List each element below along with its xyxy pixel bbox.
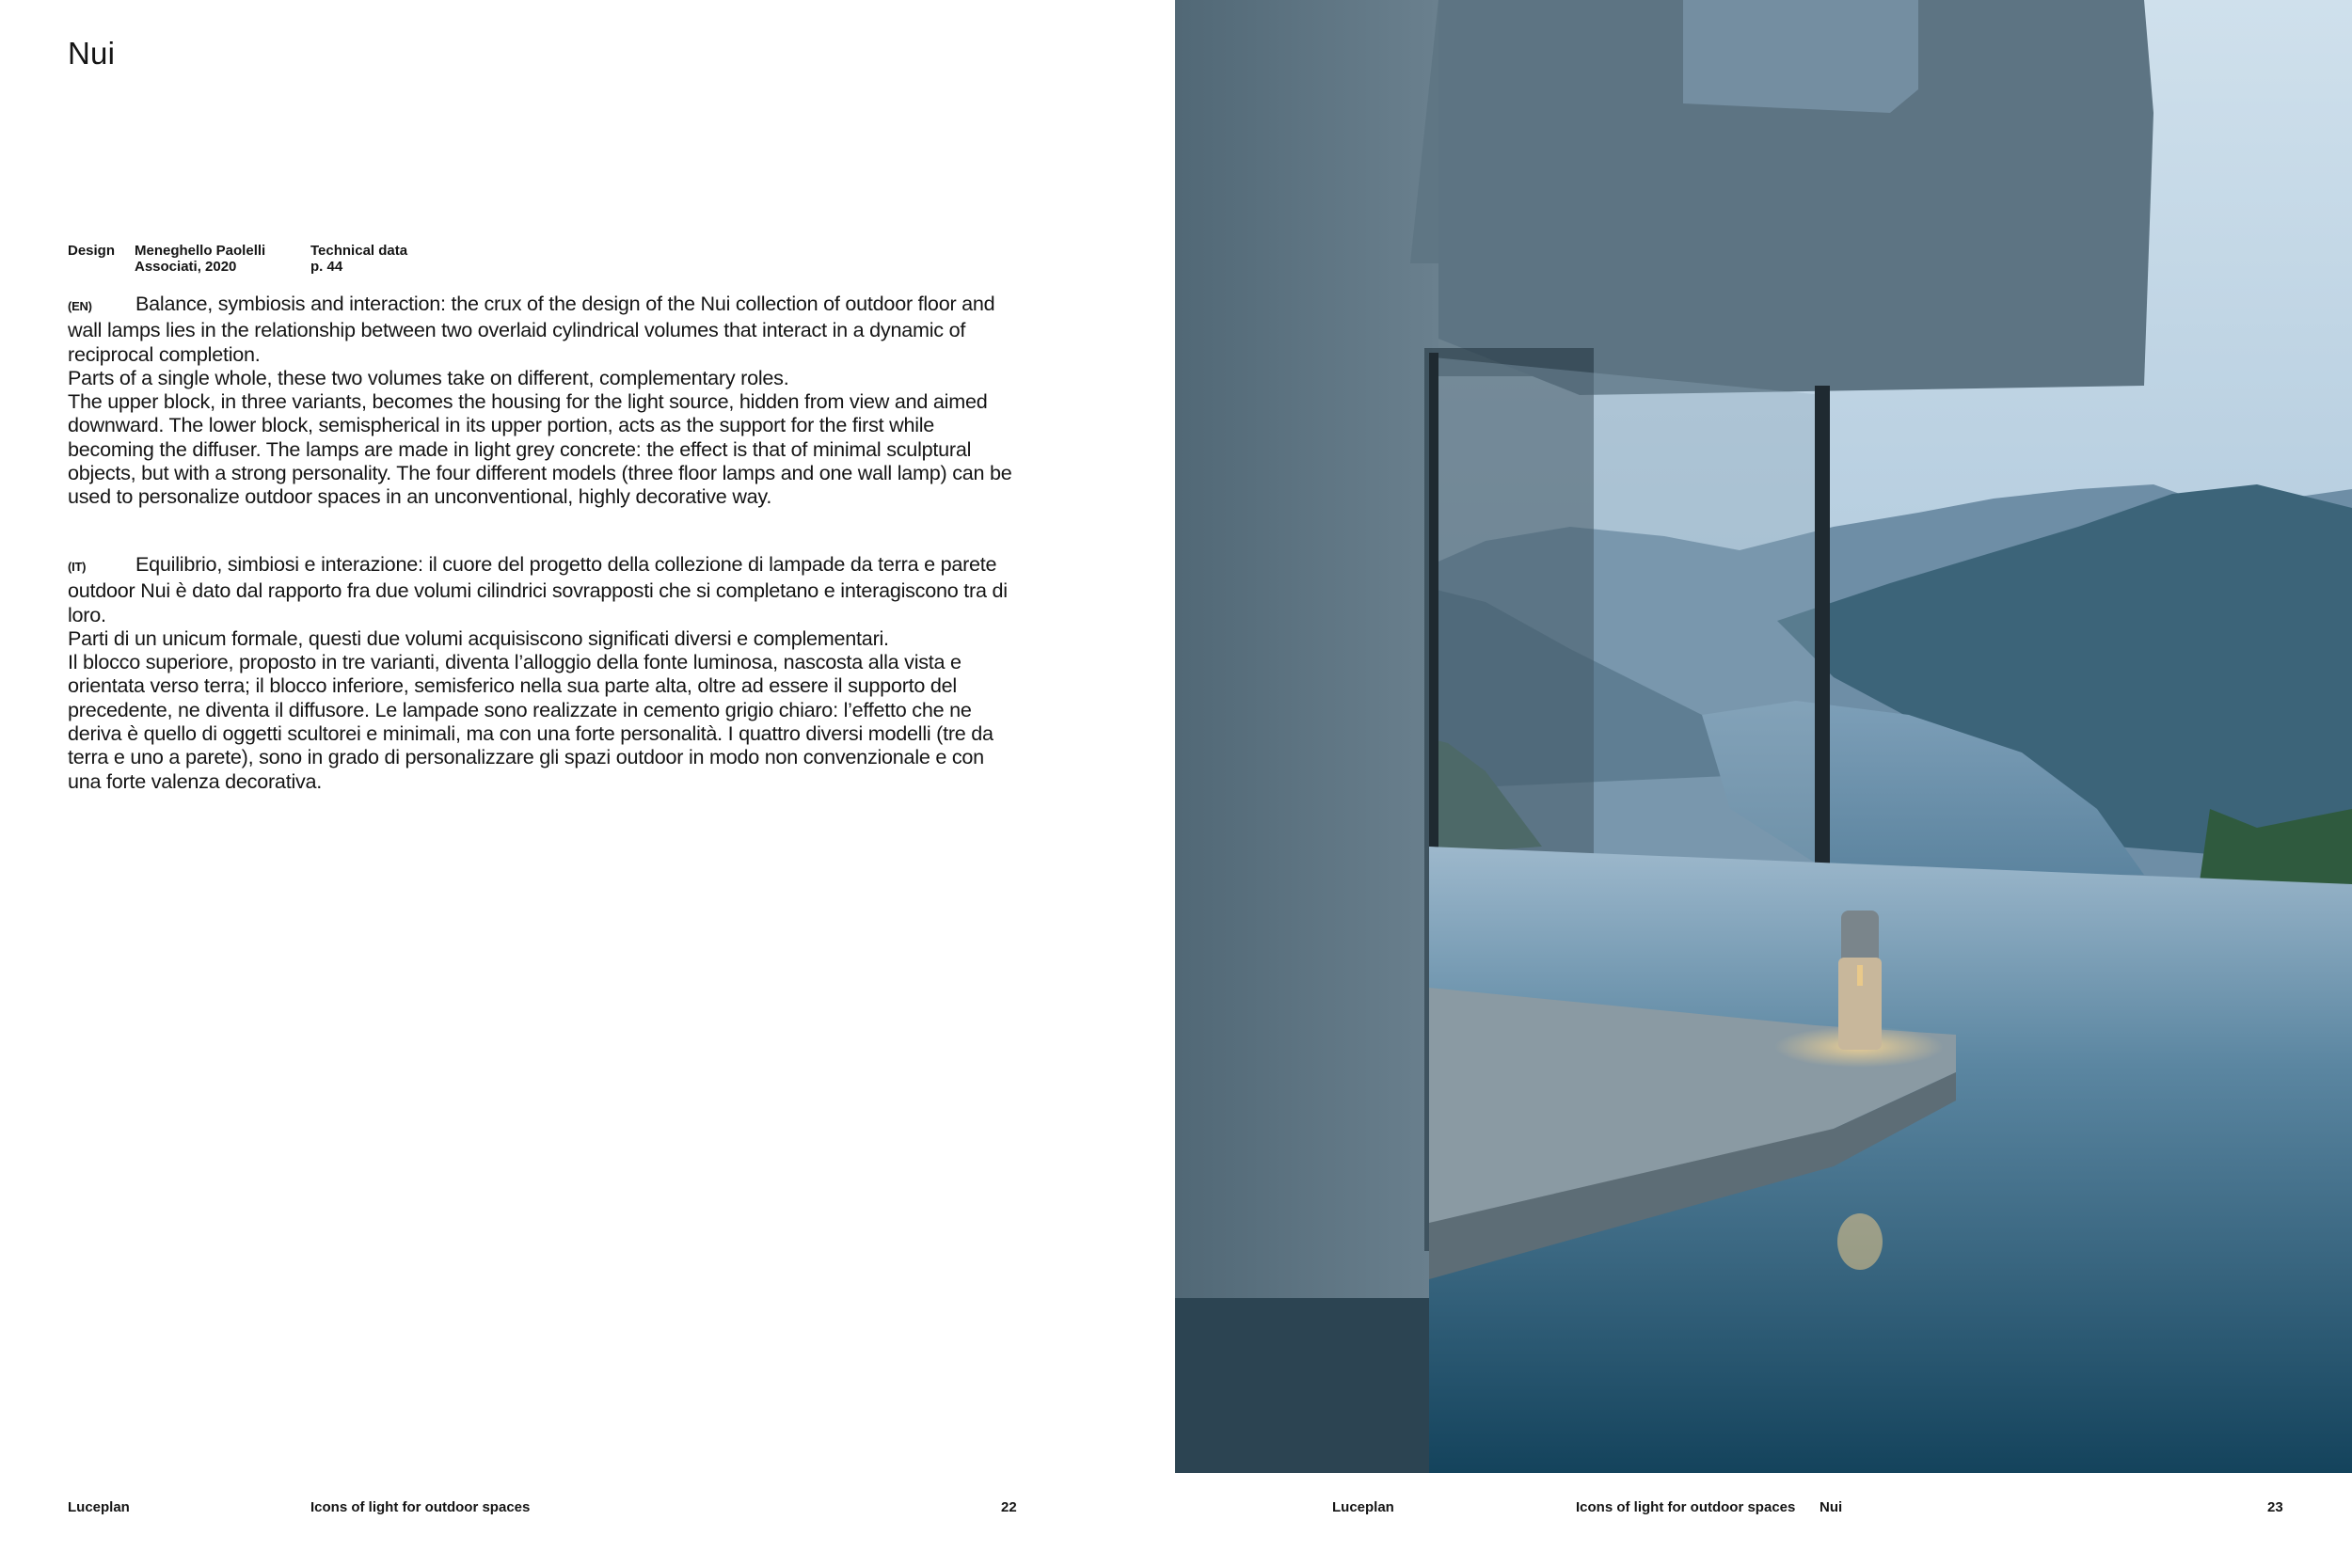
designer-line-2: Associati, 2020 (135, 259, 237, 275)
page-title: Nui (68, 36, 116, 71)
footer-brand-right: Luceplan (1332, 1499, 1394, 1515)
page-number-left: 22 (1001, 1499, 1017, 1515)
lamp-slot (1857, 965, 1863, 986)
english-lead: Balance, symbiosis and interaction: the crux of the design of the Nui collection of outdoor floor and wall lamps lies in the relationship between two overlaid cylindrical volumes that interact in a dynamic of reciprocal completion. (68, 292, 995, 366)
technical-data-label: Technical data (310, 243, 408, 259)
lamp-top-block (1841, 911, 1879, 965)
technical-data-reference (310, 243, 461, 275)
italian-paragraph-3: Il blocco superiore, proposto in tre varianti, diventa l’alloggio della fonte luminosa, nascosta alla vista e orientata verso terra; il blocco inferiore, semisferico nella sua parte alta, oltre ad essere il supporto del precedente, ne diventa il diffusore. Le lampade sono realizzate in cemento grigio chiaro: l’effetto che ne deriva è quello di oggetti scultorei e minimali, ma con una forte personalità. I quattro diversi modelli (tre da terra e uno a parete), sono in grado di personalizzare gli spazi outdoor in modo non convenzionale e con una forte valenza decorativa. (68, 650, 993, 793)
technical-data-page: p. 44 (310, 259, 343, 275)
italian-paragraph-1 (68, 552, 1018, 626)
english-paragraph-2: Parts of a single whole, these two volumes take on different, complementary roles. (68, 365, 789, 389)
footer-section-right: Icons of light for outdoor spaces (1576, 1499, 1796, 1515)
designer-line-1: Meneghello Paolelli (135, 243, 266, 259)
glass-railing (1683, 0, 1918, 113)
right-page (1175, 0, 2352, 1568)
english-paragraph-1 (68, 292, 1018, 366)
footer-section-left: Icons of light for outdoor spaces (310, 1499, 531, 1515)
language-tag-it: (IT) (68, 560, 87, 574)
italian-description (68, 552, 1018, 793)
italian-paragraph-2: Parti di un unicum formale, questi due volumi acquisiscono significati diversi e complementari. (68, 626, 889, 650)
designer-credit (135, 243, 294, 275)
page-number-right: 23 (2267, 1499, 2283, 1515)
left-page (0, 0, 1175, 1568)
footer-brand-left: Luceplan (68, 1499, 130, 1515)
english-paragraph-3: The upper block, in three variants, becomes the housing for the light source, hidden from view and aimed downward. The lower block, semispherical in its upper portion, acts as the support for the first while becoming the diffuser. The lamps are made in light grey concrete: the effect is that of minimal sculptural objects, but with a strong personality. The four different models (three floor lamps and one wall lamp) can be used to personalize outdoor spaces in an unconventional, highly decorative way. (68, 389, 1012, 509)
footer-product-right: Nui (1820, 1499, 1843, 1515)
concrete-wall (1175, 0, 1438, 1473)
design-label: Design (68, 243, 116, 259)
lakeside-terrace-photo (1175, 0, 2352, 1473)
language-tag-en: (EN) (68, 299, 92, 313)
english-description (68, 292, 1018, 509)
italian-lead: Equilibrio, simbiosi e interazione: il cuore del progetto della collezione di lampade da terra e parete outdoor Nui è dato dal rapporto fra due volumi cilindrici sovrapposti che si completano e interagiscono tra di loro. (68, 552, 1008, 626)
lamp-reflection (1837, 1213, 1883, 1270)
pool-wall-base (1175, 1298, 1429, 1473)
product-photo (1175, 0, 2352, 1473)
